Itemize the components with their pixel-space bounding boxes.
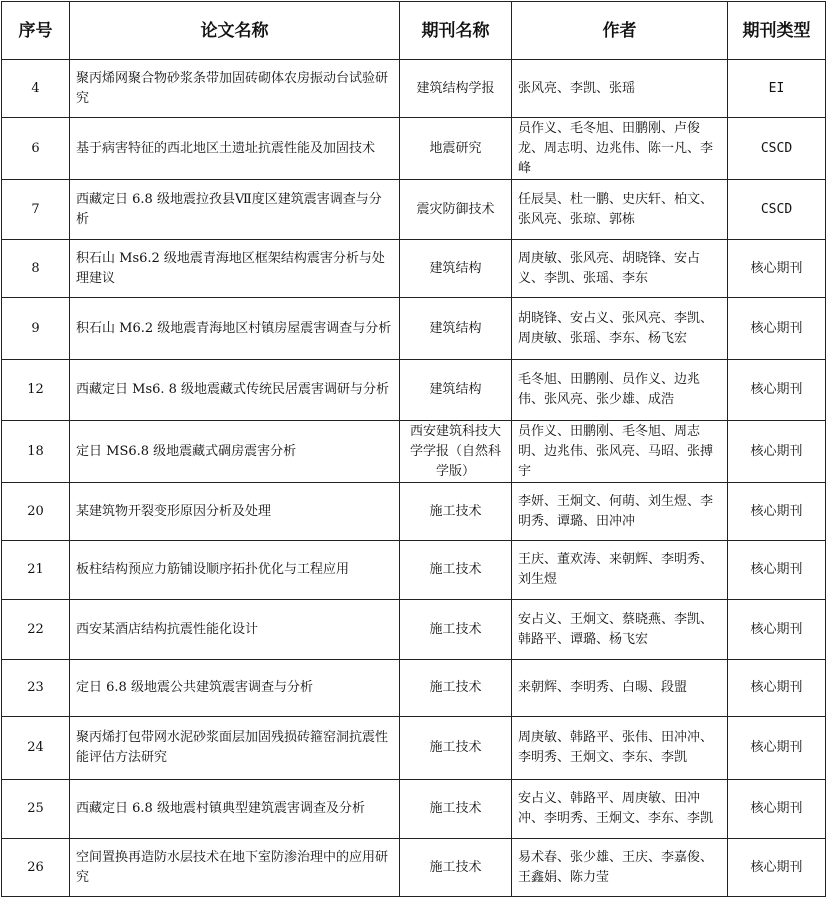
journal-name-cell: 建筑结构 — [400, 240, 512, 298]
table-row — [2, 600, 826, 660]
header-paper-title: 论文名称 — [70, 2, 400, 60]
header-journal-type: 期刊类型 — [728, 2, 826, 60]
table-row — [2, 660, 826, 717]
authors-cell: 李妍、王炯文、何萌、刘生煜、李明秀、谭璐、田冲冲 — [512, 483, 728, 541]
table-row — [2, 60, 826, 118]
table-row — [2, 240, 826, 298]
serial-number-cell: 4 — [2, 60, 70, 118]
journal-type-cell: 核心期刊 — [728, 298, 826, 360]
authors-cell: 张风亮、李凯、张瑶 — [512, 60, 728, 118]
header-serial-number: 序号 — [2, 2, 70, 60]
paper-title-cell: 聚丙烯网聚合物砂浆条带加固砖砌体农房振动台试验研究 — [70, 60, 400, 118]
journal-type-cell: 核心期刊 — [728, 660, 826, 717]
table-row — [2, 360, 826, 421]
journal-name-cell: 建筑结构 — [400, 360, 512, 421]
serial-number-cell: 21 — [2, 541, 70, 600]
journal-type-cell: 核心期刊 — [728, 421, 826, 483]
journal-name-cell: 建筑结构学报 — [400, 60, 512, 118]
journal-type-cell: 核心期刊 — [728, 780, 826, 839]
paper-title-cell: 板柱结构预应力筋铺设顺序拓扑优化与工程应用 — [70, 541, 400, 600]
journal-name-cell: 施工技术 — [400, 839, 512, 897]
serial-number-cell: 25 — [2, 780, 70, 839]
paper-title-cell: 积石山 M6.2 级地震青海地区村镇房屋震害调查与分析 — [70, 298, 400, 360]
authors-cell: 易术春、张少雄、王庆、李嘉俊、王鑫娟、陈力莹 — [512, 839, 728, 897]
paper-title-cell: 西藏定日 6.8 级地震拉孜县Ⅶ度区建筑震害调查与分析 — [70, 180, 400, 240]
paper-title-cell: 积石山 Ms6.2 级地震青海地区框架结构震害分析与处理建议 — [70, 240, 400, 298]
table-row — [2, 780, 826, 839]
journal-type-cell: 核心期刊 — [728, 483, 826, 541]
serial-number-cell: 20 — [2, 483, 70, 541]
authors-cell: 胡晓锋、安占义、张风亮、李凯、周庚敏、张瑶、李东、杨飞宏 — [512, 298, 728, 360]
authors-cell: 员作义、毛冬旭、田鹏刚、卢俊龙、周志明、边兆伟、陈一凡、李峰 — [512, 118, 728, 180]
header-journal-name: 期刊名称 — [400, 2, 512, 60]
journal-type-cell: 核心期刊 — [728, 360, 826, 421]
table-row — [2, 421, 826, 483]
serial-number-cell: 7 — [2, 180, 70, 240]
journal-name-cell: 西安建筑科技大学学报（自然科学版） — [400, 421, 512, 483]
serial-number-cell: 23 — [2, 660, 70, 717]
serial-number-cell: 18 — [2, 421, 70, 483]
journal-type-cell: 核心期刊 — [728, 600, 826, 660]
table-row — [2, 541, 826, 600]
paper-title-cell: 空间置换再造防水层技术在地下室防渗治理中的应用研究 — [70, 839, 400, 897]
journal-name-cell: 施工技术 — [400, 660, 512, 717]
header-row — [2, 2, 826, 60]
journal-type-cell: 核心期刊 — [728, 240, 826, 298]
serial-number-cell: 9 — [2, 298, 70, 360]
serial-number-cell: 12 — [2, 360, 70, 421]
serial-number-cell: 26 — [2, 839, 70, 897]
journal-name-cell: 施工技术 — [400, 600, 512, 660]
table-row — [2, 118, 826, 180]
journal-name-cell: 地震研究 — [400, 118, 512, 180]
paper-title-cell: 基于病害特征的西北地区土遗址抗震性能及加固技术 — [70, 118, 400, 180]
paper-title-cell: 某建筑物开裂变形原因分析及处理 — [70, 483, 400, 541]
journal-name-cell: 建筑结构 — [400, 298, 512, 360]
table-row — [2, 298, 826, 360]
authors-cell: 安占义、韩路平、周庚敏、田冲冲、李明秀、王炯文、李东、李凯 — [512, 780, 728, 839]
paper-title-cell: 定日 6.8 级地震公共建筑震害调查与分析 — [70, 660, 400, 717]
authors-cell: 王庆、董欢涛、来朝辉、李明秀、刘生煜 — [512, 541, 728, 600]
serial-number-cell: 6 — [2, 118, 70, 180]
authors-cell: 任辰昊、杜一鹏、史庆轩、柏文、张风亮、张琼、郭栋 — [512, 180, 728, 240]
serial-number-cell: 24 — [2, 717, 70, 780]
authors-cell: 来朝辉、李明秀、白晹、段盟 — [512, 660, 728, 717]
paper-title-cell: 西藏定日 Ms6. 8 级地震藏式传统民居震害调研与分析 — [70, 360, 400, 421]
authors-cell: 周庚敏、张风亮、胡晓锋、安占义、李凯、张瑶、李东 — [512, 240, 728, 298]
authors-cell: 周庚敏、韩路平、张伟、田冲冲、李明秀、王炯文、李东、李凯 — [512, 717, 728, 780]
papers-table — [1, 1, 826, 897]
journal-type-cell: EI — [728, 60, 826, 118]
journal-name-cell: 震灾防御技术 — [400, 180, 512, 240]
serial-number-cell: 8 — [2, 240, 70, 298]
journal-type-cell: 核心期刊 — [728, 839, 826, 897]
table-row — [2, 483, 826, 541]
table-row — [2, 717, 826, 780]
authors-cell: 员作义、田鹏刚、毛冬旭、周志明、边兆伟、张风亮、马昭、张搏宇 — [512, 421, 728, 483]
serial-number-cell: 22 — [2, 600, 70, 660]
journal-type-cell: 核心期刊 — [728, 541, 826, 600]
paper-title-cell: 西藏定日 6.8 级地震村镇典型建筑震害调查及分析 — [70, 780, 400, 839]
journal-name-cell: 施工技术 — [400, 541, 512, 600]
paper-title-cell: 西安某酒店结构抗震性能化设计 — [70, 600, 400, 660]
table-row — [2, 180, 826, 240]
journal-name-cell: 施工技术 — [400, 483, 512, 541]
journal-name-cell: 施工技术 — [400, 780, 512, 839]
authors-cell: 安占义、王炯文、蔡晓燕、李凯、韩路平、谭璐、杨飞宏 — [512, 600, 728, 660]
table-row — [2, 839, 826, 897]
paper-title-cell: 定日 MS6.8 级地震藏式碉房震害分析 — [70, 421, 400, 483]
journal-type-cell: CSCD — [728, 180, 826, 240]
authors-cell: 毛冬旭、田鹏刚、员作义、边兆伟、张风亮、张少雄、成浩 — [512, 360, 728, 421]
journal-name-cell: 施工技术 — [400, 717, 512, 780]
paper-title-cell: 聚丙烯打包带网水泥砂浆面层加固残损砖箍窑洞抗震性能评估方法研究 — [70, 717, 400, 780]
header-authors: 作者 — [512, 2, 728, 60]
journal-type-cell: CSCD — [728, 118, 826, 180]
journal-type-cell: 核心期刊 — [728, 717, 826, 780]
